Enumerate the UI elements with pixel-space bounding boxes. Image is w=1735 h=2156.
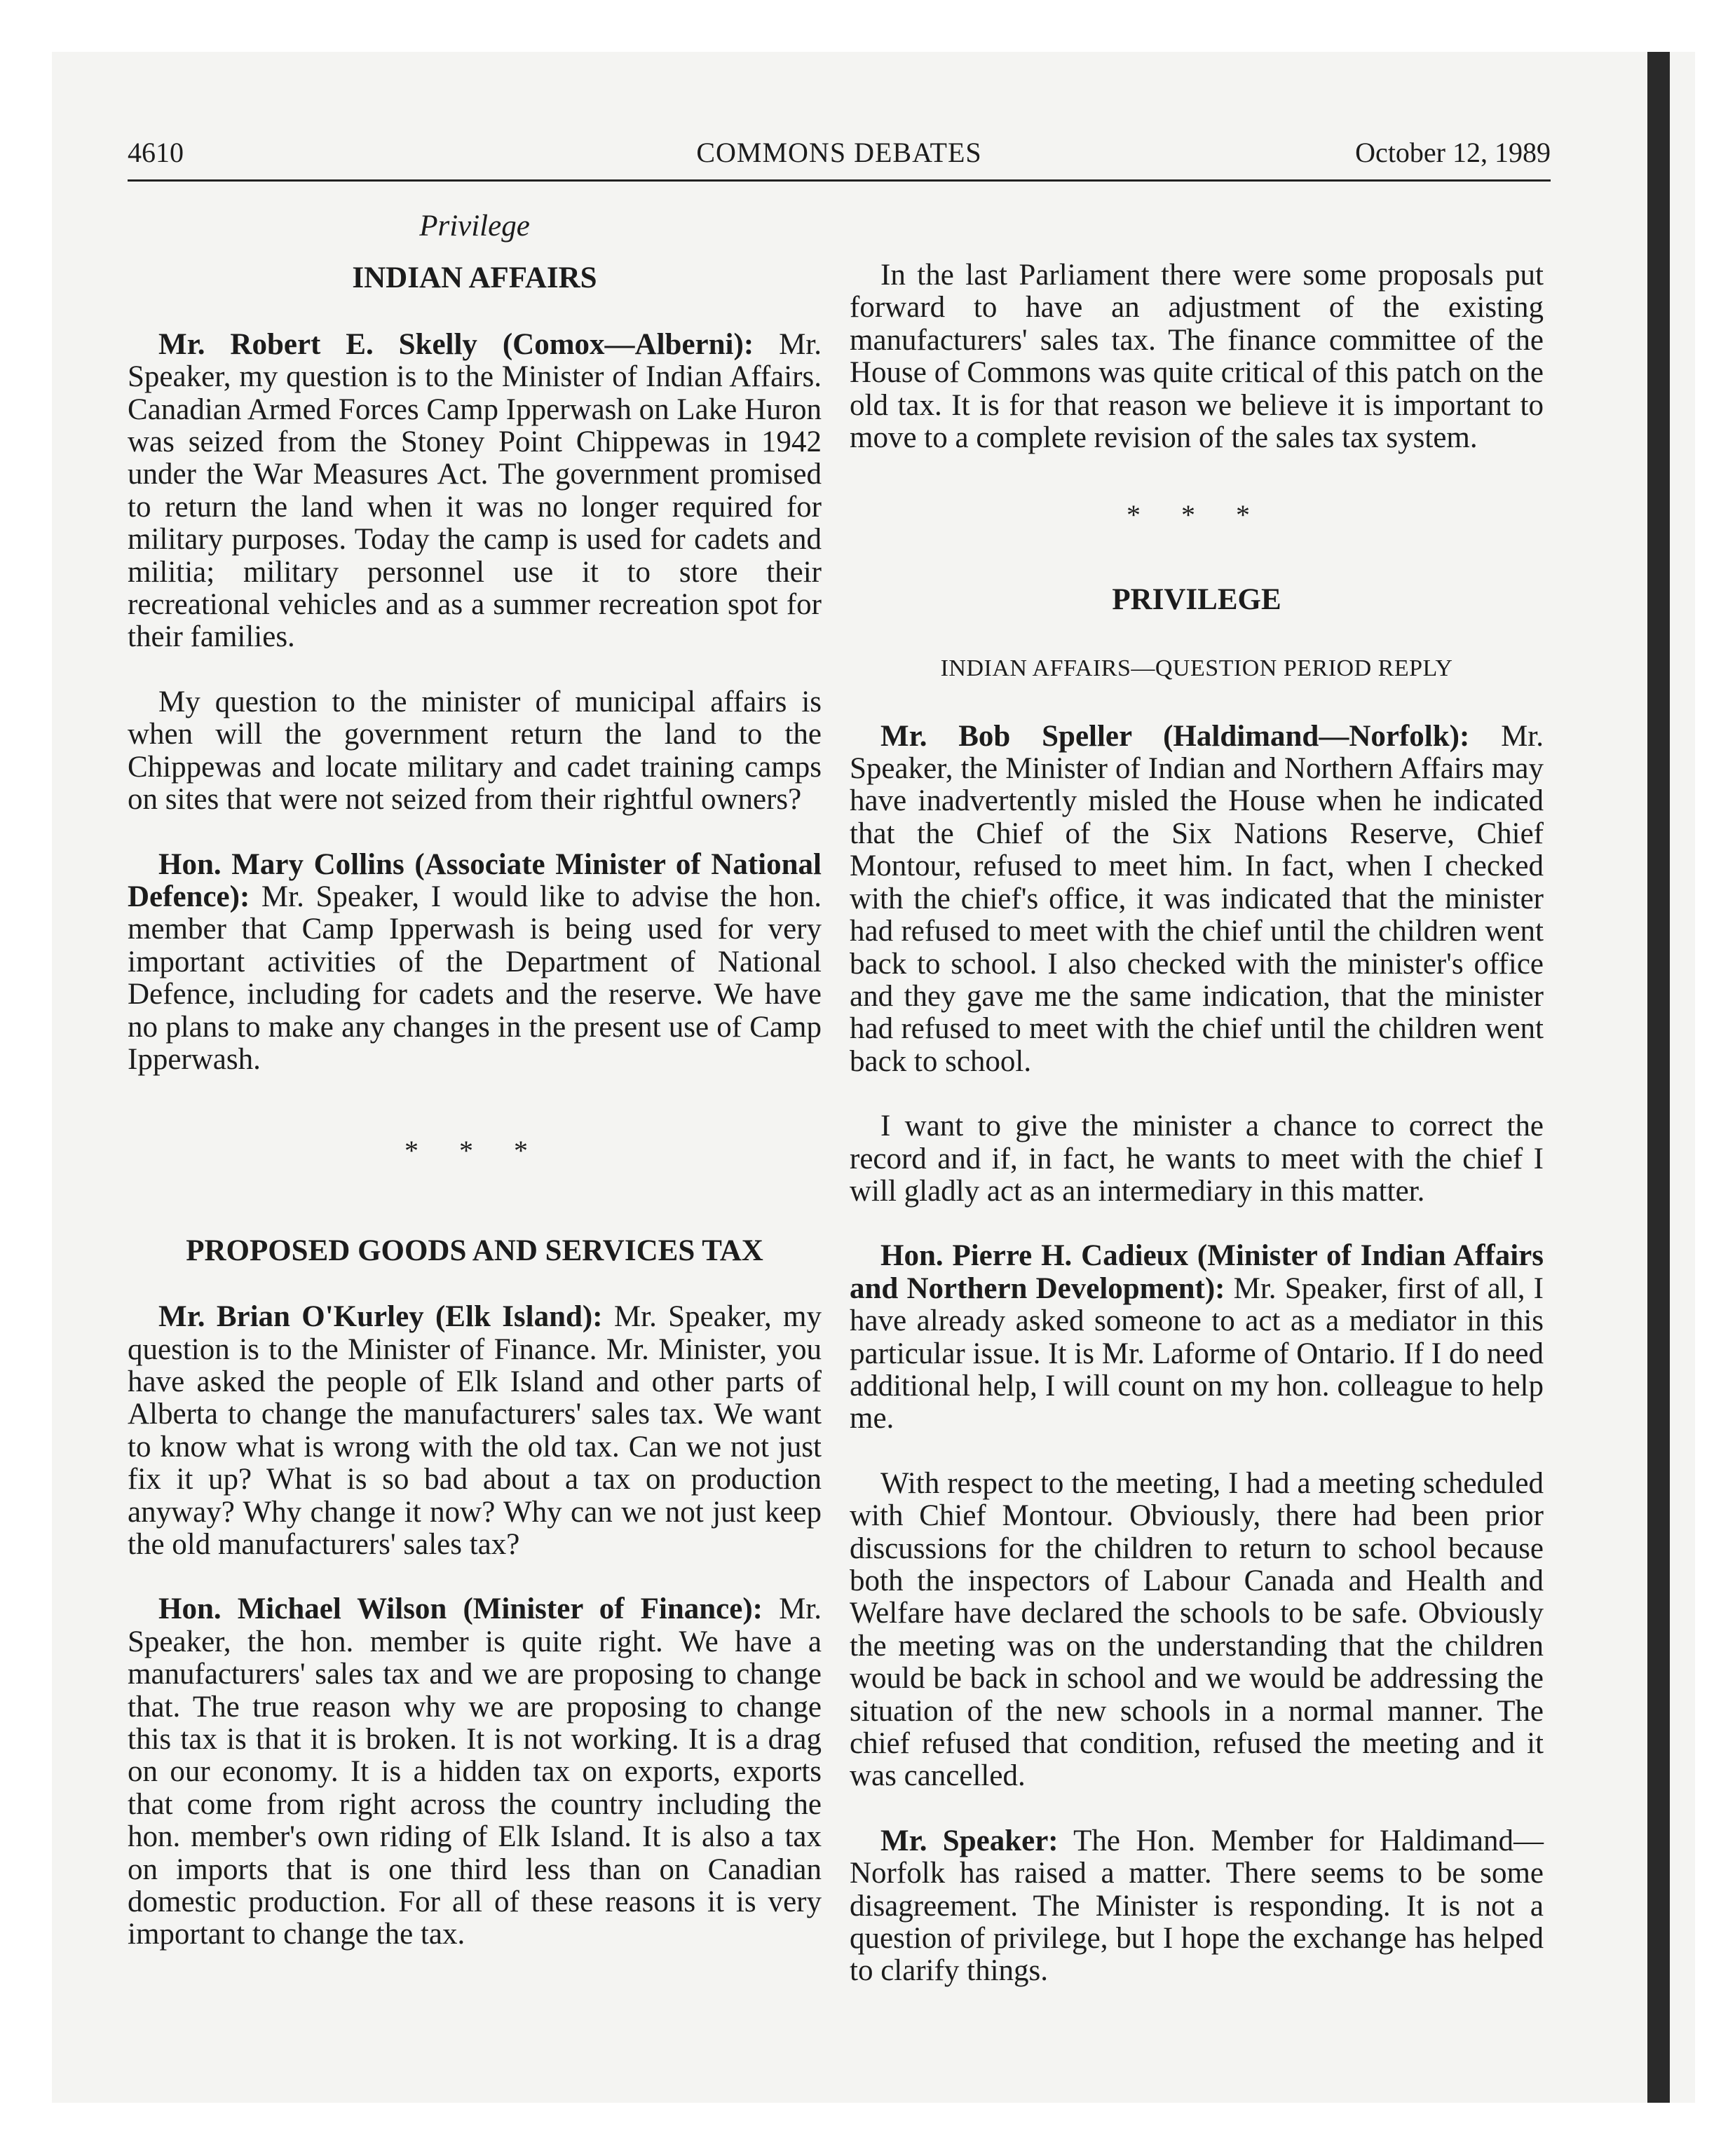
paragraph-text: Mr. Speaker, I would like to advise the hon. member that Camp Ipperwash is being used for very important activities of the Department of National Defence, including for cadets and the reserve. We have no plans to make any changes in the present use of Camp Ipperwash. bbox=[128, 880, 822, 1076]
paragraph-text: My question to the minister of municipal affairs is when will the government return the land to the Chippewas and locate military and cadet training camps on sites that were not seized from their rightful owners? bbox=[128, 685, 822, 817]
paragraph-text: Mr. Speaker, my question is to the Minister of Indian Affairs. Canadian Armed Forces Camp Ipperwash on Lake Huron was seized from the Stoney Point Chippewas in 1942 under the War Measures Act. The government promised to return the land when it was no longer required for military purposes. Today the camp is used for cadets and militia; military personnel use it to store their recreational vehicles and as a summer recreation spot for their families. bbox=[128, 327, 822, 654]
paragraph-speller-offer bbox=[850, 1110, 1544, 1208]
speaker-name: Mr. Robert E. Skelly (Comox—Alberni): bbox=[158, 327, 754, 361]
right-column bbox=[850, 259, 1544, 2020]
left-column bbox=[128, 210, 822, 1984]
paragraph-text: Mr. Speaker, my question is to the Minister of Finance. Mr. Minister, you have asked the people of Elk Island and other parts of Alberta to change the manufacturers' sales tax. We want to know what is wrong with the old tax. Can we not just fix it up? What is so bad about a tax on production anyway? Why change it now? Why can we not just keep the old manufacturers' sales tax? bbox=[128, 1300, 822, 1561]
speaker-name: Mr. Speaker: bbox=[880, 1824, 1059, 1857]
paragraph-text: With respect to the meeting, I had a meeting scheduled with Chief Montour. Obviously, there had been prior discussions for the children to return to school because both the inspectors of Labour Canada and Health and Welfare have declared the schools to be safe. Obviously the meeting was on the understanding that the children would be back in school and we would be addressing the situation of the new schools in a normal manner. The chief refused that condition, refused the meeting and it was cancelled. bbox=[850, 1466, 1544, 1793]
heading-gst: PROPOSED GOODS AND SERVICES TAX bbox=[186, 1234, 763, 1267]
paragraph-text: I want to give the minister a chance to correct the record and if, in fact, he wants to meet with the chief I will gladly act as an intermediary in this matter. bbox=[850, 1110, 1544, 1208]
paragraph-text: In the last Parliament there were some proposals put forward to have an adjustment of the existing manufacturers' sales tax. The finance committee of the House of Commons was quite critical of this patch on the old tax. It is for that reason we believe it is important to move to a complete revision of the sales tax system. bbox=[850, 259, 1544, 455]
scan-edge-shadow bbox=[1647, 52, 1670, 2103]
paragraph-wilson-continued bbox=[850, 259, 1544, 454]
subheading-question-period-reply: INDIAN AFFAIRS—QUESTION PERIOD REPLY bbox=[940, 655, 1453, 682]
paragraph-speller bbox=[850, 721, 1544, 1078]
section-separator: * * * bbox=[1127, 499, 1267, 531]
paragraph-text: Mr. Speaker, the Minister of Indian and Northern Affairs may have inadvertently misled the House when he indicated that the Chief of the Six Nations Reserve, Chief Montour, refused to meet him. In fact, when I checked with the chief's office, it was indicated that the minister had refused to meet with the chief until the children went back to school. I also checked with the minister's office and they gave me the same indication, that the minister had refused to meet with the chief until the children went back to school. bbox=[850, 719, 1544, 1078]
speaker-name: Hon. Mary Collins (Associate Minister of National Defence): bbox=[128, 847, 822, 913]
section-separator: * * * bbox=[404, 1135, 545, 1167]
paragraph-cadieux-meeting bbox=[850, 1468, 1544, 1793]
heading-privilege: PRIVILEGE bbox=[1112, 582, 1281, 616]
section-tag: Privilege bbox=[419, 210, 530, 243]
speaker-name: Mr. Brian O'Kurley (Elk Island): bbox=[158, 1300, 603, 1334]
paragraph-cadieux bbox=[850, 1240, 1544, 1435]
paragraph-text: The Hon. Member for Haldimand—Norfolk has raised a matter. There seems to be some disagreement. The Minister is responding. It is not a question of privilege, but I hope the exchange has helped to clarify things. bbox=[850, 1824, 1544, 1988]
paragraph-collins bbox=[128, 849, 822, 1077]
paragraph-okurley bbox=[128, 1301, 822, 1561]
publication-title: COMMONS DEBATES bbox=[696, 137, 982, 168]
paragraph-text: Mr. Speaker, first of all, I have already asked someone to act as a mediator in this particular issue. It is Mr. Laforme of Ontario. If I do need additional help, I will count on my hon. colleague to help me. bbox=[850, 1271, 1544, 1435]
paragraph-speaker-ruling bbox=[850, 1825, 1544, 1988]
speaker-name: Hon. Michael Wilson (Minister of Finance): bbox=[158, 1592, 763, 1626]
running-header bbox=[128, 133, 1551, 182]
speaker-name: Hon. Pierre H. Cadieux (Minister of Indian Affairs and Northern Development): bbox=[850, 1239, 1544, 1305]
publication-date: October 12, 1989 bbox=[1355, 137, 1551, 168]
heading-indian-affairs: INDIAN AFFAIRS bbox=[352, 261, 597, 295]
paragraph-text: Mr. Speaker, the hon. member is quite right. We have a manufacturers' sales tax and we are proposing to change that. The true reason why we are proposing to change this tax is that it is broken. It is not working. It is a drag on our economy. It is a hidden tax on exports, exports that come from right across the country including the hon. member's own riding of Elk Island. It is also a tax on imports that is one third less than on Canadian domestic production. For all of these reasons it is very important to change the tax. bbox=[128, 1592, 822, 1951]
speaker-name: Mr. Bob Speller (Haldimand—Norfolk): bbox=[880, 719, 1470, 753]
paragraph-skelly bbox=[128, 329, 822, 654]
paragraph-wilson bbox=[128, 1593, 822, 1951]
page-number: 4610 bbox=[128, 137, 184, 168]
paragraph-skelly-question bbox=[128, 686, 822, 817]
